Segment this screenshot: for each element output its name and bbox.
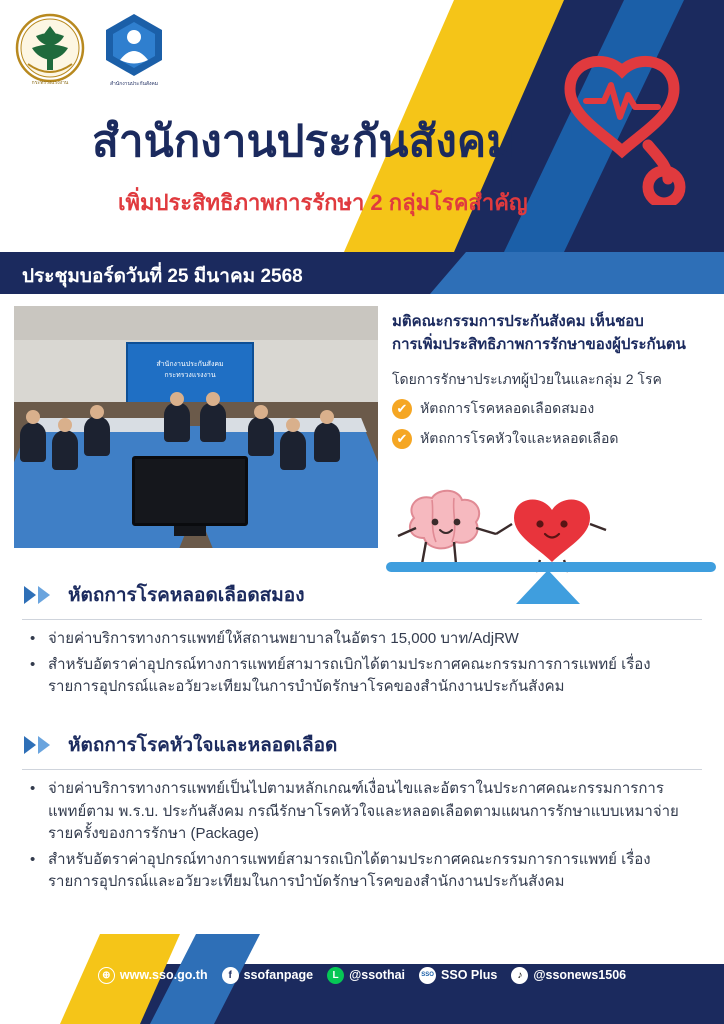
sso-logo [96, 10, 172, 90]
photo-ceiling [14, 306, 378, 340]
meeting-date-text: ประชุมบอร์ดวันที่ 25 มีนาคม 2568 [22, 266, 303, 287]
summary-heading-line1: มติคณะกรรมการประกันสังคม เห็นชอบ [392, 313, 644, 330]
photo-attendee [164, 402, 190, 442]
bullet-text: จ่ายค่าบริการทางการแพทย์ให้สถานพยาบาลในอัตรา 15,000 บาท/AdjRW [48, 630, 519, 647]
line-icon: L [327, 967, 344, 984]
section-title: หัตถการโรคหัวใจและหลอดเลือด [68, 735, 338, 756]
date-bar-accent [430, 252, 724, 294]
section-divider [22, 769, 702, 770]
section-cardiac [0, 730, 724, 897]
meeting-photo [14, 306, 378, 548]
bullet-dot-icon: • [30, 850, 36, 868]
sso-app-icon: SSO [419, 967, 436, 984]
footer-link-label: www.sso.go.th [119, 968, 208, 982]
footer-link-label: @ssothai [349, 968, 406, 982]
ministry-of-labour-logo [14, 8, 86, 92]
tiktok-icon: ♪ [511, 967, 528, 984]
photo-attendee-head [206, 392, 220, 406]
summary-panel [392, 310, 710, 450]
svg-text:กระทรวงแรงงาน: กระทรวงแรงงาน [31, 80, 69, 86]
list-item [30, 654, 694, 699]
photo-attendee [314, 422, 340, 462]
photo-attendee [200, 402, 226, 442]
list-item [392, 428, 710, 450]
section-title: หัตถการโรคหลอดเลือดสมอง [68, 585, 305, 606]
bullet-dot-icon: • [30, 630, 36, 647]
photo-attendee [20, 422, 46, 462]
mascot-group [392, 484, 710, 574]
photo-attendee-head [254, 405, 268, 419]
svg-text:สำนักงานประกันสังคม: สำนักงานประกันสังคม [109, 81, 159, 87]
page-title: สำนักงานประกันสังคม [92, 117, 516, 166]
footer-link-line[interactable] [327, 967, 405, 984]
summary-item-label: หัตถการโรคหลอดเลือดสมอง [420, 399, 595, 416]
section-bullets [30, 628, 694, 699]
bullet-text: จ่ายค่าบริการทางการแพทย์เป็นไปตามหลักเกณฑ์เงื่อนไขและอัตราในประกาศคณะกรรมการการแพทย์ตาม พ.ร.บ. ประกันสังคม กรณีรักษาโรคหัวใจและหลอดเลือดตามแผนการรักษาแบบเหมาจ่ายรายครั้งของการรักษา (Package) [48, 780, 679, 842]
summary-subheading: โดยการรักษาประเภทผู้ป่วยในและกลุ่ม 2 โรค [392, 370, 662, 387]
photo-screen-text: สำนักงานประกันสังคม กระทรวงแรงงาน [156, 361, 224, 379]
section-bullets [30, 778, 694, 894]
footer-link-sso-plus[interactable] [419, 967, 497, 984]
check-icon: ✔ [392, 399, 412, 419]
photo-attendee-head [26, 410, 40, 424]
photo-monitor [132, 456, 248, 526]
footer-link-label: @ssonews1506 [533, 968, 627, 982]
footer-link-facebook[interactable] [222, 967, 313, 984]
double-chevron-icon [22, 734, 58, 756]
photo-attendee-head [58, 418, 72, 432]
section-header [0, 730, 724, 760]
photo-monitor-stand [174, 526, 206, 536]
list-item [30, 628, 694, 651]
list-item [30, 778, 694, 846]
footer-link-label: ssofanpage [243, 968, 314, 982]
section-stroke [0, 580, 724, 702]
list-item [392, 398, 710, 420]
photo-attendee-head [170, 392, 184, 406]
footer-link-label: SSO Plus [441, 968, 498, 982]
page-subtitle: เพิ่มประสิทธิภาพการรักษา 2 กลุ่มโรคสำคัญ [118, 190, 528, 215]
bullet-dot-icon: • [30, 780, 36, 797]
list-item [30, 849, 694, 894]
bullet-dot-icon: • [30, 655, 36, 673]
bullet-text: สำหรับอัตราค่าอุปกรณ์ทางการแพทย์สามารถเบิกได้ตามประกาศคณะกรรมการการแพทย์ เรื่องรายการอุปกรณ์และอวัยวะเทียมในการบำบัดรักษาโรคของสำนักงานประกันสังคม [48, 850, 651, 890]
photo-attendee [52, 430, 78, 470]
section-header [0, 580, 724, 610]
globe-icon: ⊕ [98, 967, 115, 984]
photo-attendee-head [320, 410, 334, 424]
page-header [0, 0, 724, 252]
facebook-icon: f [222, 967, 239, 984]
brain-mascot [398, 491, 496, 564]
section-divider [22, 619, 702, 620]
footer-social-links [0, 960, 724, 990]
photo-attendee-head [286, 418, 300, 432]
summary-heading-line2: การเพิ่มประสิทธิภาพการรักษาของผู้ประกันตน [392, 336, 686, 354]
double-chevron-icon [22, 584, 58, 606]
footer-link-tiktok[interactable] [511, 967, 626, 984]
footer-link-website[interactable] [98, 967, 208, 984]
check-icon: ✔ [392, 429, 412, 449]
photo-attendee [84, 416, 110, 456]
bullet-text: สำหรับอัตราค่าอุปกรณ์ทางการแพทย์สามารถเบิกได้ตามประกาศคณะกรรมการการแพทย์ เรื่องรายการอุปกรณ์และอวัยวะเทียมในการบำบัดรักษาโรคของสำนักงานประกันสังคม [48, 655, 651, 695]
photo-attendee [280, 430, 306, 470]
photo-attendee [248, 416, 274, 456]
heart-ekg-icon [564, 55, 694, 205]
summary-item-label: หัตถการโรคหัวใจและหลอดเลือด [420, 429, 619, 446]
photo-attendee-head [90, 405, 104, 419]
